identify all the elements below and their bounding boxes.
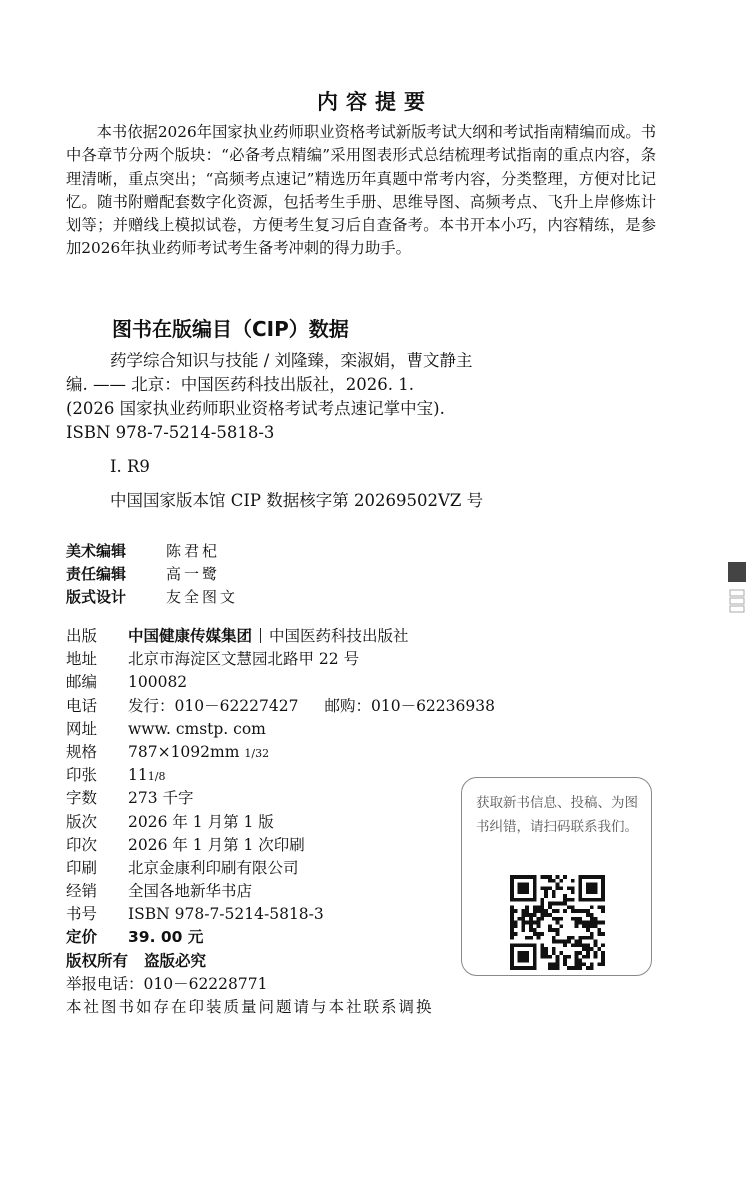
address-row: 地址 北京市海淀区文慧园北路甲 22 号 <box>66 650 360 669</box>
cip-title: 图书在版编目（CIP）数据 <box>112 317 349 341</box>
price-row: 定价 39. 00 元 <box>66 928 204 947</box>
publisher-name: 中国医药科技出版社 <box>269 627 409 645</box>
words-row: 字数 273 千字 <box>66 789 194 808</box>
cip-line-2: 编. —— 北京：中国医药科技出版社，2026. 1. <box>66 375 414 394</box>
price-value: 39. 00 元 <box>128 928 204 947</box>
postcode-row: 邮编 100082 <box>66 673 188 692</box>
cip-line-1: 药学综合知识与技能 / 刘隆臻，栾淑娟，曹文静主 <box>110 351 473 370</box>
report-phone: 举报电话：010－62228771 <box>66 974 268 993</box>
editor-label: 责任编辑 <box>66 565 127 583</box>
distributor-row: 经销 全国各地新华书店 <box>66 882 253 901</box>
editor-value: 陈君杞 <box>166 542 221 560</box>
summary-title: 内容提要 <box>317 90 433 114</box>
editor-value: 高一鹭 <box>166 565 221 583</box>
phone-row: 电话 发行：010－62227427 邮购：010－62236938 <box>66 696 495 715</box>
editor-label: 版式设计 <box>66 588 127 606</box>
rights-row: 版权所有 盗版必究 <box>66 951 207 970</box>
editor-row <box>66 540 220 561</box>
format-row: 规格 787×1092mm 1/32 <box>66 742 270 761</box>
editor-value: 友全图文 <box>166 588 239 606</box>
printer-row: 印刷 北京金康利印刷有限公司 <box>66 858 299 877</box>
editor-row <box>66 586 238 607</box>
printing-row: 印次 2026 年 1 月第 1 次印刷 <box>66 835 305 854</box>
editor-row <box>66 563 220 584</box>
qr-code-icon[interactable] <box>510 875 605 970</box>
publisher-row: 出版 中国健康传媒集团 中国医药科技出版社 <box>66 627 409 645</box>
cip-line-6: 中国国家版本馆 CIP 数据核字第 20269502VZ 号 <box>110 491 484 510</box>
summary-body: 本书依据2026年国家执业药师职业资格考试新版考试大纲和考试指南精编而成。书中各章节分两个版块：“必备考点精编”采用图表形式总结梳理考试指南的重点内容，条理清晰，重点突出；“高频考点速记”精选历年真题中常考内容，分类整理，方便对比记忆。随书附赠配套数字化资源，包括考生手册、思维导图、高频考点、飞升上岸修炼计划等；并赠线上模拟试卷，方便考生复习后自查备考。本书开本小巧，内容精练，是参加2026年执业药师考试考生备考冲刺的得力助手。 <box>66 123 656 258</box>
side-tab-mark <box>728 562 746 582</box>
isbn-row: 书号 ISBN 978-7-5214-5818-3 <box>66 905 324 924</box>
divider <box>260 628 261 643</box>
quality-note: 本社图书如存在印装质量问题请与本社联系调换 <box>66 998 434 1016</box>
cip-line-5: Ⅰ. R9 <box>110 457 150 476</box>
sheets-row: 印张 111/8 <box>66 766 166 785</box>
editor-label: 美术编辑 <box>66 542 127 560</box>
publisher-group: 中国健康传媒集团 <box>128 627 253 645</box>
side-logo-mark <box>728 588 746 617</box>
website-row: 网址 www. cmstp. com <box>66 719 266 738</box>
edition-row: 版次 2026 年 1 月第 1 版 <box>66 812 274 831</box>
website-link: www. cmstp. com <box>128 719 266 738</box>
cip-line-3: (2026 国家执业药师职业资格考试考点速记掌中宝). <box>66 399 445 418</box>
cip-line-4: ISBN 978-7-5214-5818-3 <box>66 423 275 442</box>
qr-caption: 获取新书信息、投稿、为图书纠错，请扫码联系我们。 <box>476 795 638 835</box>
